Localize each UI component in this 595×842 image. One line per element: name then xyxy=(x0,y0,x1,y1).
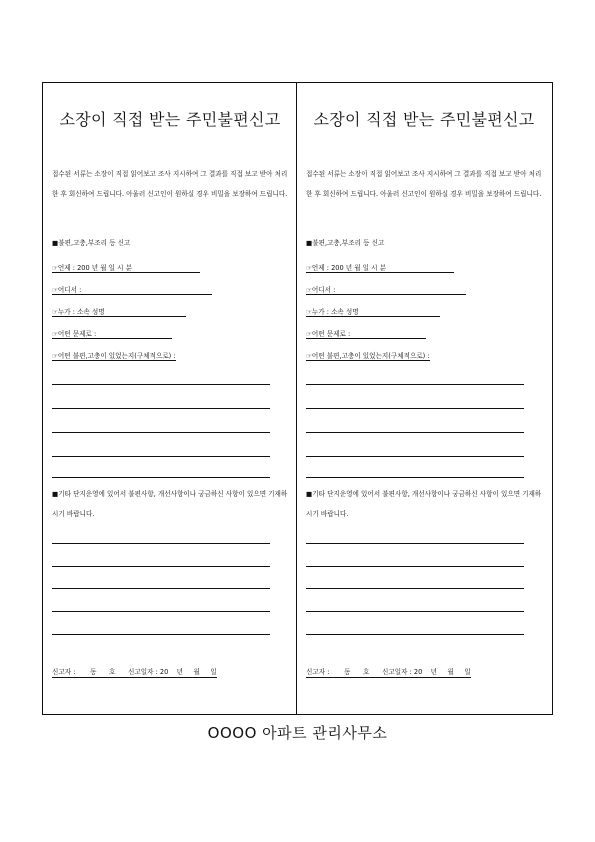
note-line[interactable] xyxy=(306,543,524,544)
what-field[interactable]: ☞어떤 문제로 : xyxy=(306,328,426,339)
detail-line[interactable] xyxy=(52,477,270,478)
form-title: 소장이 직접 받는 주민불편신고 xyxy=(313,110,535,129)
note-line[interactable] xyxy=(52,543,270,544)
panel-divider xyxy=(296,82,297,715)
detail-field[interactable]: ☞어떤 불편,고충이 있었는지(구체적으로) : xyxy=(306,352,430,360)
detail-line[interactable] xyxy=(52,432,270,433)
what-field[interactable]: ☞어떤 문제로 : xyxy=(52,328,172,339)
note-line[interactable] xyxy=(52,588,270,589)
detail-line[interactable] xyxy=(52,384,270,385)
detail-line[interactable] xyxy=(306,456,524,457)
reporter-field[interactable]: 신고자 : 동 호 신고일자 : 20 년 월 일 xyxy=(52,668,217,676)
form-intro: 접수된 서류는 소장이 직접 읽어보고 조사 지시하여 그 결과를 직접 보고 받아 처리한 후 회신하여 드립니다. 아울러 신고인이 원하실 경우 비밀을 보장하여 드립니다. xyxy=(52,170,288,198)
when-field[interactable]: ☞언제 : 200 년 월 일 시 분 xyxy=(52,262,200,273)
note-line[interactable] xyxy=(52,611,270,612)
category-label: ■불편,고충,부조리 등 신고 xyxy=(52,239,131,247)
where-field[interactable]: ☞어디서 : xyxy=(52,284,212,295)
detail-field[interactable]: ☞어떤 불편,고충이 있었는지(구체적으로) : xyxy=(52,352,176,360)
note-line[interactable] xyxy=(306,611,524,612)
note-line[interactable] xyxy=(52,634,270,635)
detail-line[interactable] xyxy=(306,477,524,478)
other-note: ■기타 단지운영에 있어서 불편사항, 개선사항이나 궁금하신 사항이 있으면 기재하시기 바랍니다. xyxy=(306,490,542,518)
who-field[interactable]: ☞누가 : 소속 성명 xyxy=(306,306,440,317)
category-label: ■불편,고충,부조리 등 신고 xyxy=(306,239,385,247)
note-line[interactable] xyxy=(306,634,524,635)
when-field[interactable]: ☞언제 : 200 년 월 일 시 분 xyxy=(306,262,454,273)
complaint-form-left xyxy=(50,82,290,715)
office-name: OOOO 아파트 관리사무소 xyxy=(207,724,388,742)
detail-line[interactable] xyxy=(306,408,524,409)
detail-line[interactable] xyxy=(306,384,524,385)
note-line[interactable] xyxy=(306,588,524,589)
detail-line[interactable] xyxy=(306,432,524,433)
complaint-form-right xyxy=(304,82,544,715)
who-field[interactable]: ☞누가 : 소속 성명 xyxy=(52,306,186,317)
form-intro: 접수된 서류는 소장이 직접 읽어보고 조사 지시하여 그 결과를 직접 보고 받아 처리한 후 회신하여 드립니다. 아울러 신고인이 원하실 경우 비밀을 보장하여 드립니다. xyxy=(306,170,542,198)
other-note: ■기타 단지운영에 있어서 불편사항, 개선사항이나 궁금하신 사항이 있으면 기재하시기 바랍니다. xyxy=(52,490,288,518)
detail-line[interactable] xyxy=(52,456,270,457)
reporter-field[interactable]: 신고자 : 동 호 신고일자 : 20 년 월 일 xyxy=(306,668,471,676)
note-line[interactable] xyxy=(52,566,270,567)
where-field[interactable]: ☞어디서 : xyxy=(306,284,466,295)
note-line[interactable] xyxy=(306,566,524,567)
detail-line[interactable] xyxy=(52,408,270,409)
form-title: 소장이 직접 받는 주민불편신고 xyxy=(59,110,281,129)
